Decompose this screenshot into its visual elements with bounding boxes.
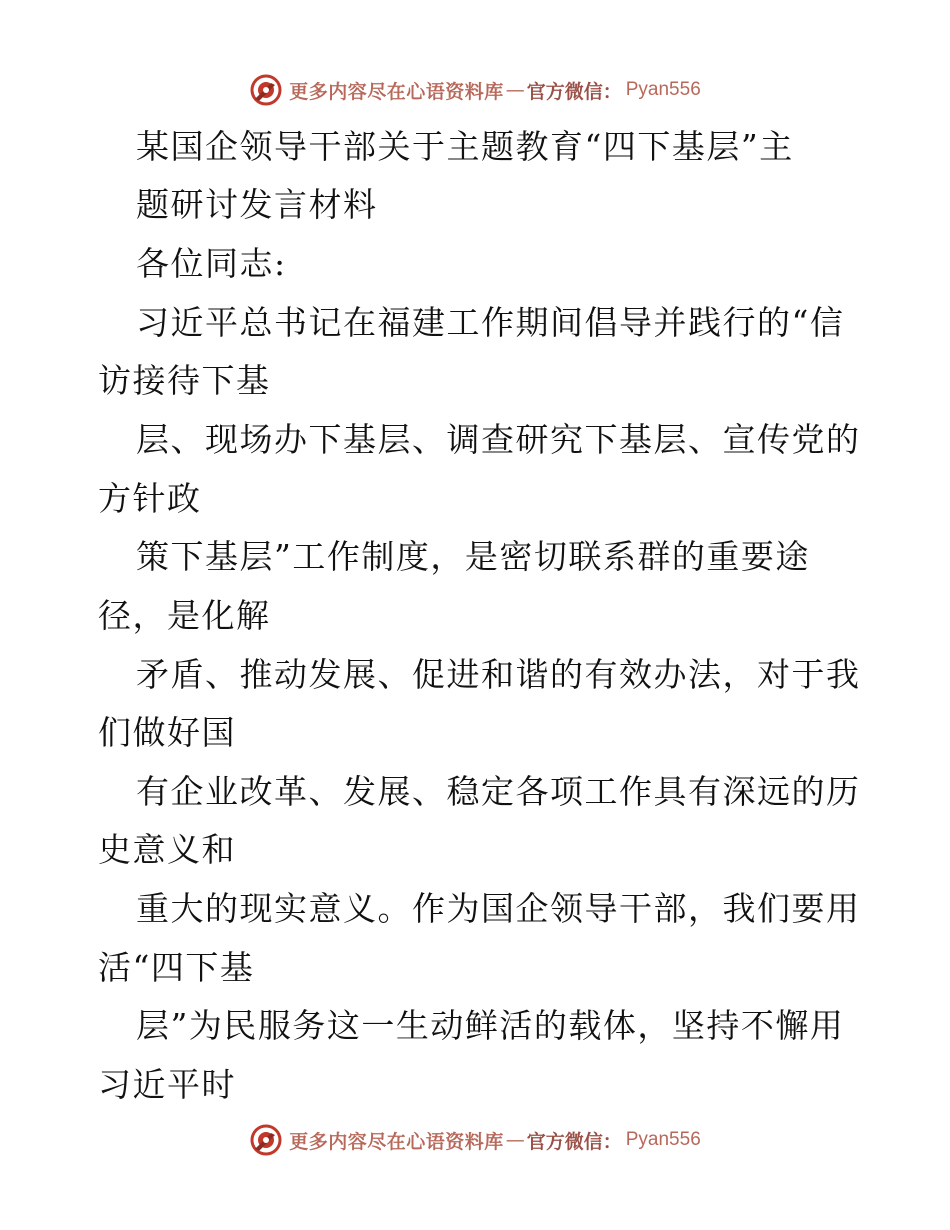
doc-title-line-1: 某国企领导干部关于主题教育“四下基层”主 (136, 127, 794, 166)
doc-text-line: 习近平时 (98, 1065, 236, 1104)
doc-text-line: 层、现场办下基层、调查研究下基层、宣传党的 (136, 420, 861, 459)
doc-greeting: 各位同志: (136, 244, 287, 283)
doc-text-line: 活“四下基 (98, 948, 255, 987)
doc-text-line: 矛盾、推动发展、促进和谐的有效办法，对于我 (136, 655, 861, 694)
watermark-banner-bottom (0, 1120, 950, 1160)
doc-text-line: 重大的现实意义。作为国企领导干部，我们要用 (136, 889, 861, 928)
watermark-banner-top (0, 70, 950, 110)
doc-text-line: 习近平总书记在福建工作期间倡导并践行的“信 (136, 303, 845, 342)
watermark-official: 官方微信： (526, 80, 622, 103)
watermark-dash: — (505, 1129, 525, 1151)
watermark-account: Pyan556 (625, 79, 701, 100)
doc-text-line: 层”为民服务这一生动鲜活的载体，坚持不懈用 (136, 1006, 845, 1045)
watermark-dash: — (505, 79, 525, 101)
watermark-logo-icon (249, 73, 283, 107)
doc-text-line: 径，是化解 (98, 596, 271, 635)
watermark-account: Pyan556 (625, 1129, 701, 1150)
watermark-text: 更多内容尽在心语资料库 (289, 1130, 504, 1153)
doc-title-line-2: 题研讨发言材料 (136, 185, 378, 224)
doc-text-line: 策下基层”工作制度，是密切联系群的重要途 (136, 537, 810, 576)
watermark-logo-icon (249, 1123, 283, 1157)
doc-text-line: 史意义和 (98, 830, 236, 869)
watermark-official: 官方微信： (526, 1130, 622, 1153)
watermark-text: 更多内容尽在心语资料库 (289, 80, 504, 103)
doc-text-line: 方针政 (98, 479, 202, 518)
doc-text-line: 有企业改革、发展、稳定各项工作具有深远的历 (136, 772, 861, 811)
doc-text-line: 们做好国 (98, 713, 236, 752)
doc-text-line: 访接待下基 (98, 361, 271, 400)
